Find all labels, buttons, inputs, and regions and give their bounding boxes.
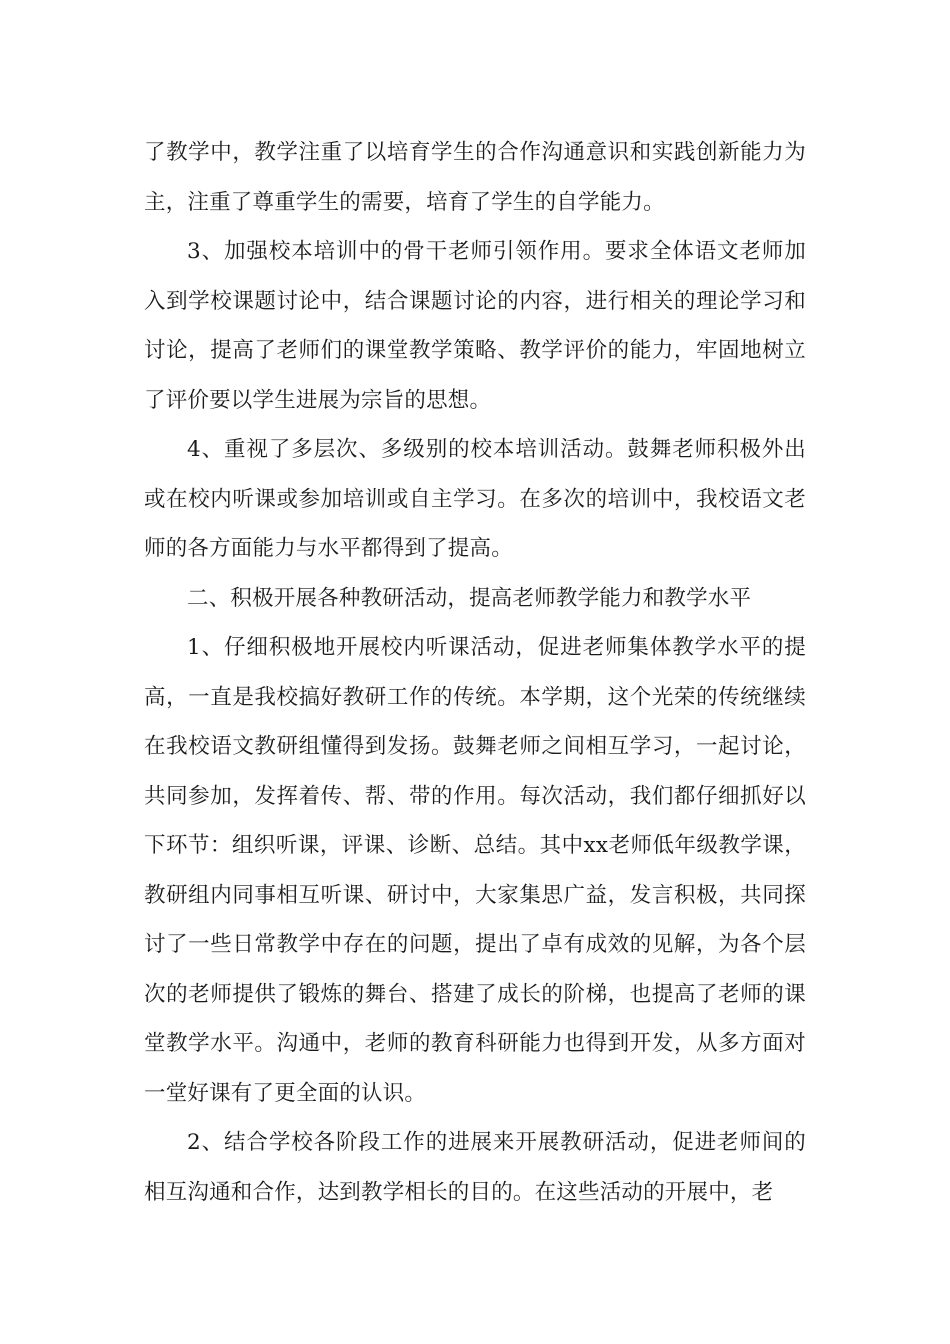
paragraph-item-3: 3、加强校本培训中的骨干老师引领作用。要求全体语文老师加入到学校课题讨论中，结合课题讨论的内容，进行相关的理论学习和讨论，提高了老师们的课堂教学策略、教学评价的能力，牢固地树立了评价要以学生进展为宗旨的思想。 [144,239,806,413]
paragraph-item-2: 2、结合学校各阶段工作的进展来开展教研活动，促进老师间的相互沟通和合作，达到教学相长的目的。在这些活动的开展中，老 [144,1130,806,1205]
document-body [144,128,806,1217]
paragraph-item-1: 1、仔细积极地开展校内听课活动，促进老师集体教学水平的提高，一直是我校搞好教研工作的传统。本学期，这个光荣的传统继续在我校语文教研组懂得到发扬。鼓舞老师之间相互学习，一起讨论，共同参加，发挥着传、帮、带的作用。每次活动，我们都仔细抓好以下环节：组织听课，评课、诊断、总结。其中xx老师低年级教学课，教研组内同事相互听课、研讨中，大家集思广益，发言积极，共同探讨了一些日常教学中存在的问题，提出了卓有成效的见解，为各个层次的老师提供了锻炼的舞台、搭建了成长的阶梯，也提高了老师的课堂教学水平。沟通中，老师的教育科研能力也得到开发，从多方面对一堂好课有了更全面的认识。 [144,635,806,1106]
paragraph-item-4: 4、重视了多层次、多级别的校本培训活动。鼓舞老师积极外出或在校内听课或参加培训或自主学习。在多次的培训中，我校语文老师的各方面能力与水平都得到了提高。 [144,437,806,561]
section-heading-2: 二、积极开展各种教研活动，提高老师教学能力和教学水平 [187,585,752,611]
paragraph-continuation: 了教学中，教学注重了以培育学生的合作沟通意识和实践创新能力为主，注重了尊重学生的需要，培育了学生的自学能力。 [144,140,806,215]
